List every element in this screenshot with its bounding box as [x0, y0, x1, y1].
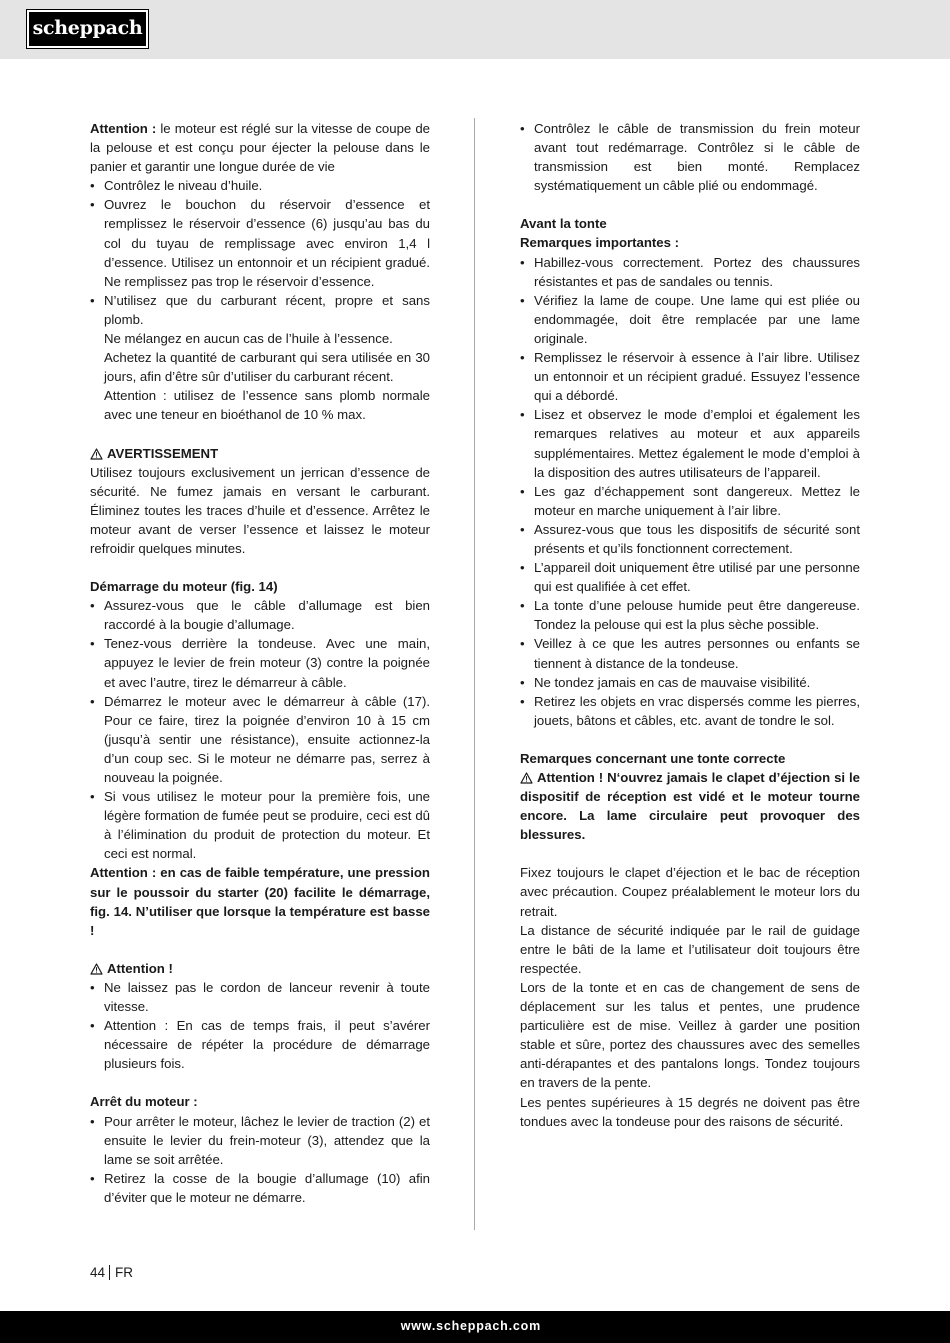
- list-item: • Contrôlez le câble de transmission du frein moteur avant tout redémarrage. Contrôlez si le câble de transmission est bien monté. Remplacez systématiquement un câble plié ou endommagé.: [520, 119, 860, 195]
- start-list: [90, 596, 430, 863]
- footer-bar: [0, 1311, 950, 1343]
- correct-mowing-heading: Remarques concernant une tonte correcte: [520, 750, 786, 766]
- important-notes-heading: Remarques importantes :: [520, 235, 680, 251]
- list-item: • Pour arrêter le moteur, lâchez le levier de traction (2) et ensuite le levier du frein-moteur (3), attendez que la lame se soit arrêtée.: [90, 1112, 430, 1169]
- attention-list: [90, 978, 430, 1073]
- list-continuation: Attention : utilisez de l’essence sans plomb normale avec une teneur en bioéthanol de 10 % max.: [104, 388, 430, 423]
- column-divider: [474, 118, 475, 1230]
- list-item: • Ne tondez jamais en cas de mauvaise visibilité.: [520, 673, 860, 692]
- footer-separator: [109, 1265, 110, 1280]
- intro-paragraph: [90, 119, 430, 176]
- attention-heading: Attention !: [90, 959, 430, 978]
- list-item: • L’appareil doit uniquement être utilisé par une personne qui est qualifiée à cet effet.: [520, 558, 860, 596]
- list-item: • Veillez à ce que les autres personnes ou enfants se tiennent à distance de la tondeuse.: [520, 634, 860, 672]
- list-item: • Ne laissez pas le cordon de lanceur revenir à toute vitesse.: [90, 978, 430, 1016]
- list-item: • Tenez-vous derrière la tondeuse. Avec une main, appuyez le levier de frein moteur (3) contre la poignée et avec l’autre, tirez le démarreur à câble.: [90, 634, 430, 691]
- list-item: • Vérifiez la lame de coupe. Une lame qui est pliée ou endommagée, doit être remplacée par une lame originale.: [520, 291, 860, 348]
- warning-icon: [90, 963, 103, 975]
- list-item: • Attention : En cas de temps frais, il peut s’avérer nécessaire de répéter la procédure de démarrage plusieurs fois.: [90, 1016, 430, 1073]
- warning-icon: [90, 448, 103, 460]
- website-url: www.scheppach.com: [400, 1319, 541, 1333]
- warning-text: Utilisez toujours exclusivement un jerrican d’essence de sécurité. Ne fumez jamais en versant le carburant. Éliminez toutes les traces d’huile et d’essence. Arrêtez le moteur avant de verser l’essence et laissez le moteur refroidir quelques minutes.: [90, 464, 430, 556]
- body-paragraph: La distance de sécurité indiquée par le rail de guidage entre le bâti de la lame et l’utilisateur doit toujours être respectée.: [520, 922, 860, 976]
- body-paragraph: Les pentes supérieures à 15 degrés ne doivent pas être tondues avec la tondeuse pour des raisons de sécurité.: [520, 1094, 860, 1129]
- scheppach-logo: scheppach: [27, 10, 148, 48]
- list-item: • Assurez-vous que le câble d’allumage est bien raccordé à la bougie d’allumage.: [90, 596, 430, 634]
- page-number: 44: [90, 1265, 106, 1280]
- list-item: • N’utilisez que du carburant récent, propre et sans plomb.: [90, 291, 430, 329]
- list-item: • Lisez et observez le mode d’emploi et également les remarques relatives au moteur et aux appareils supplémentaires. Mettez également le mode d’emploi à la disposition des autres utilisateurs de l’appareil.: [520, 405, 860, 481]
- list-item: • Remplissez le réservoir à essence à l’air libre. Utilisez un entonnoir et un récipient gradué. Essuyez l’essence qui a débordé.: [520, 348, 860, 405]
- left-column: [90, 119, 430, 1207]
- warning-heading: AVERTISSEMENT: [90, 444, 430, 463]
- page-language: FR: [115, 1265, 134, 1280]
- list-continuation: Ne mélangez en aucun cas de l’huile à l’essence.: [104, 331, 393, 347]
- list-item: • Assurez-vous que tous les dispositifs de sécurité sont présents et qu’ils fonctionnent correctement.: [520, 520, 860, 558]
- before-mowing-heading: Avant la tonte: [520, 216, 607, 232]
- intro-text: le moteur est réglé sur la vitesse de coupe de la pelouse et est conçu pour éjecter la pelouse dans le panier et garantir une longue durée de vie: [90, 121, 430, 175]
- stop-heading: Arrêt du moteur :: [90, 1094, 198, 1110]
- list-item: • Retirez la cosse de la bougie d’allumage (10) afin d’éviter que le moteur ne démarre.: [90, 1169, 430, 1207]
- list-continuation: Achetez la quantité de carburant qui sera utilisée en 30 jours, afin d’être sûr d’utiliser du carburant récent.: [104, 350, 430, 385]
- list-item: • Si vous utilisez le moteur pour la première fois, une légère formation de fumée peut se produire, ceci est dû à l’élimination du produit de protection du moteur. Et ceci est normal.: [90, 787, 430, 863]
- cold-start-note: Attention : en cas de faible température, une pression sur le poussoir du starter (20) facilite le démarrage, fig. 14. N’utiliser que lorsque la température est basse !: [90, 865, 430, 938]
- list-item: • Les gaz d’échappement sont dangereux. Mettez le moteur en marche uniquement à l’air libre.: [520, 482, 860, 520]
- list-item: • Habillez-vous correctement. Portez des chaussures résistantes et pas de sandales ou tennis.: [520, 253, 860, 291]
- list-item: • Contrôlez le niveau d’huile.: [90, 176, 430, 195]
- right-column: [520, 119, 860, 1131]
- brake-list: [520, 119, 860, 195]
- list-item: • Ouvrez le bouchon du réservoir d’essence et remplissez le réservoir d’essence (6) jusqu’au bas du col du tuyau de remplissage avec environ 1,4 l d’essence. Utilisez un entonnoir et un récipient gradué. Ne remplissez pas trop le réservoir d’essence.: [90, 195, 430, 290]
- warning-icon: [520, 772, 533, 784]
- list-item: • La tonte d’une pelouse humide peut être dangereuse. Tondez la pelouse qui est la plus sèche possible.: [520, 596, 860, 634]
- body-paragraph: Fixez toujours le clapet d’éjection et le bac de réception avec précaution. Coupez préalablement le moteur lors du retrait.: [520, 865, 860, 919]
- start-heading: Démarrage du moteur (fig. 14): [90, 579, 278, 595]
- notes-list: [520, 253, 860, 730]
- body-paragraph: Lors de la tonte et en cas de changement de sens de déplacement sur les talus et pentes, une prudence particulière est de mise. Veillez à garder une position stable et sûre, portez des chaussures avec des semelles anti-dérapantes et des pantalons longs. Tondez toujours en travers de la pente.: [520, 979, 860, 1091]
- intro-label: Attention :: [90, 121, 157, 136]
- header-bar: [0, 0, 950, 59]
- fuel-list: [90, 176, 430, 329]
- stop-list: [90, 1112, 430, 1207]
- list-item: • Retirez les objets en vrac dispersés comme les pierres, jouets, bâtons et câbles, etc. avant de tondre le sol.: [520, 692, 860, 730]
- page-footer: [90, 1264, 133, 1282]
- correct-mowing-warning: Attention ! N‘ouvrez jamais le clapet d’éjection si le dispositif de réception est vidé et le moteur tourne encore. La lame circulaire peut provoquer des blessures.: [520, 770, 860, 843]
- list-item: • Démarrez le moteur avec le démarreur à câble (17). Pour ce faire, tirez la poignée d’environ 10 à 15 cm (jusqu’à sentir une résistance), ensuite actionnez-la d’un coup sec. Si le moteur ne démarre pas, serrez à nouveau la poignée.: [90, 692, 430, 787]
